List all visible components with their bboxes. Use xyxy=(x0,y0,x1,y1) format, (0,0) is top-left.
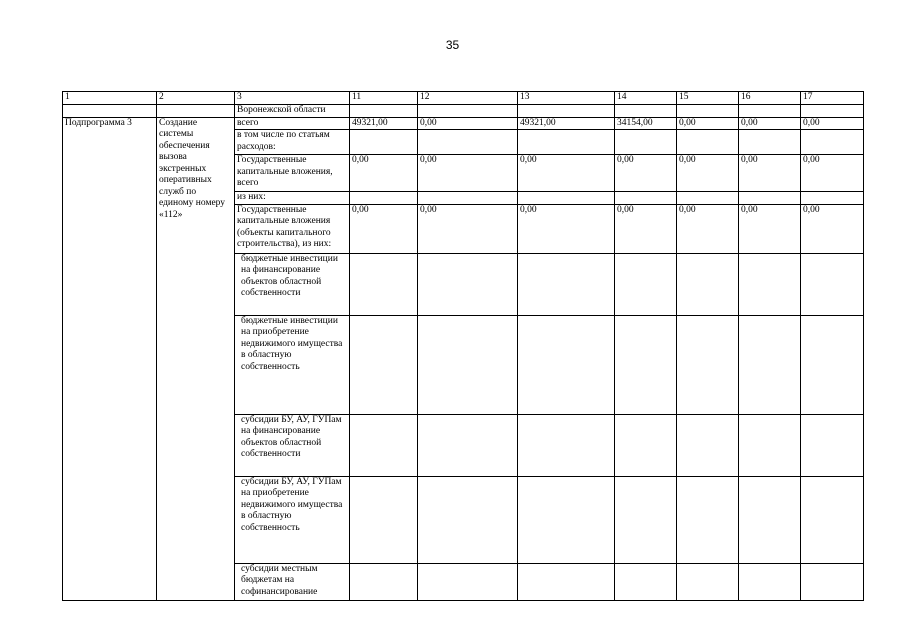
value-cell: 0,00 xyxy=(739,117,801,130)
row-label: субсидии местным бюджетам на софинансирование xyxy=(235,563,350,600)
value-cell: 0,00 xyxy=(739,155,801,192)
value-cell xyxy=(615,192,677,205)
value-cell: 0,00 xyxy=(801,155,864,192)
col-number: 12 xyxy=(418,92,518,105)
value-cell xyxy=(418,476,518,563)
value-cell xyxy=(801,315,864,414)
continuation-text: Воронежской области xyxy=(235,104,350,117)
empty-cell xyxy=(801,104,864,117)
value-cell xyxy=(677,130,739,155)
value-cell xyxy=(677,476,739,563)
value-cell: 34154,00 xyxy=(615,117,677,130)
value-cell xyxy=(518,476,615,563)
value-cell xyxy=(518,563,615,600)
value-cell: 0,00 xyxy=(418,204,518,253)
value-cell: 0,00 xyxy=(739,204,801,253)
value-cell xyxy=(739,414,801,476)
empty-cell xyxy=(677,104,739,117)
budget-table xyxy=(62,91,864,601)
value-cell xyxy=(418,315,518,414)
value-cell xyxy=(350,414,418,476)
value-cell xyxy=(739,563,801,600)
empty-cell xyxy=(350,104,418,117)
value-cell xyxy=(739,476,801,563)
col-number: 16 xyxy=(739,92,801,105)
table-row xyxy=(63,117,864,130)
row-label: бюджетные инвестиции на финансирование объектов областной собственности xyxy=(235,253,350,315)
value-cell: 0,00 xyxy=(518,204,615,253)
value-cell xyxy=(677,192,739,205)
value-cell: 49321,00 xyxy=(518,117,615,130)
value-cell xyxy=(801,192,864,205)
value-cell xyxy=(801,476,864,563)
empty-cell xyxy=(157,104,235,117)
value-cell: 0,00 xyxy=(677,155,739,192)
value-cell xyxy=(801,563,864,600)
col-number: 13 xyxy=(518,92,615,105)
value-cell xyxy=(418,563,518,600)
value-cell xyxy=(739,253,801,315)
value-cell xyxy=(801,130,864,155)
value-cell: 0,00 xyxy=(801,117,864,130)
program-label: Подпрограмма 3 xyxy=(63,117,157,600)
row-label: всего xyxy=(235,117,350,130)
value-cell xyxy=(350,563,418,600)
col-number: 15 xyxy=(677,92,739,105)
value-cell xyxy=(615,130,677,155)
empty-cell xyxy=(418,104,518,117)
value-cell xyxy=(350,253,418,315)
value-cell: 0,00 xyxy=(350,204,418,253)
row-label: субсидии БУ, АУ, ГУПам на приобретение недвижимого имущества в областную собственность xyxy=(235,476,350,563)
value-cell xyxy=(677,253,739,315)
program-name: Создание системы обеспечения вызова экстренных оперативных служб по единому номеру «112» xyxy=(157,117,235,600)
value-cell xyxy=(801,414,864,476)
col-number: 14 xyxy=(615,92,677,105)
value-cell xyxy=(518,253,615,315)
value-cell xyxy=(615,253,677,315)
row-label: Государственные капитальные вложения, всего xyxy=(235,155,350,192)
value-cell: 0,00 xyxy=(418,117,518,130)
value-cell xyxy=(350,130,418,155)
empty-cell xyxy=(63,104,157,117)
value-cell: 0,00 xyxy=(350,155,418,192)
value-cell xyxy=(615,414,677,476)
empty-cell xyxy=(739,104,801,117)
value-cell xyxy=(677,414,739,476)
value-cell: 0,00 xyxy=(418,155,518,192)
value-cell xyxy=(350,315,418,414)
value-cell xyxy=(677,315,739,414)
value-cell xyxy=(418,253,518,315)
value-cell xyxy=(615,315,677,414)
value-cell: 0,00 xyxy=(677,117,739,130)
value-cell xyxy=(739,192,801,205)
value-cell xyxy=(350,192,418,205)
page-number: 35 xyxy=(445,38,460,52)
header-number-row xyxy=(63,92,864,105)
value-cell: 0,00 xyxy=(615,204,677,253)
row-label: бюджетные инвестиции на приобретение недвижимого имущества в областную собственность xyxy=(235,315,350,414)
value-cell: 0,00 xyxy=(677,204,739,253)
value-cell: 0,00 xyxy=(615,155,677,192)
value-cell xyxy=(518,414,615,476)
value-cell xyxy=(615,563,677,600)
empty-cell xyxy=(615,104,677,117)
value-cell xyxy=(801,253,864,315)
value-cell xyxy=(677,563,739,600)
row-label: субсидии БУ, АУ, ГУПам на финансирование объектов областной собственности xyxy=(235,414,350,476)
row-label: из них: xyxy=(235,192,350,205)
value-cell xyxy=(615,476,677,563)
value-cell xyxy=(418,192,518,205)
col-number: 2 xyxy=(157,92,235,105)
col-number: 11 xyxy=(350,92,418,105)
value-cell xyxy=(739,130,801,155)
value-cell: 0,00 xyxy=(801,204,864,253)
col-number: 3 xyxy=(235,92,350,105)
value-cell xyxy=(739,315,801,414)
value-cell xyxy=(518,130,615,155)
value-cell xyxy=(418,130,518,155)
row-label: Государственные капитальные вложения (объекты капитального строительства), из них: xyxy=(235,204,350,253)
col-number: 1 xyxy=(63,92,157,105)
value-cell: 0,00 xyxy=(518,155,615,192)
empty-cell xyxy=(518,104,615,117)
value-cell xyxy=(350,476,418,563)
col-number: 17 xyxy=(801,92,864,105)
value-cell xyxy=(518,192,615,205)
continuation-row xyxy=(63,104,864,117)
value-cell xyxy=(518,315,615,414)
value-cell xyxy=(418,414,518,476)
row-label: в том числе по статьям расходов: xyxy=(235,130,350,155)
value-cell: 49321,00 xyxy=(350,117,418,130)
